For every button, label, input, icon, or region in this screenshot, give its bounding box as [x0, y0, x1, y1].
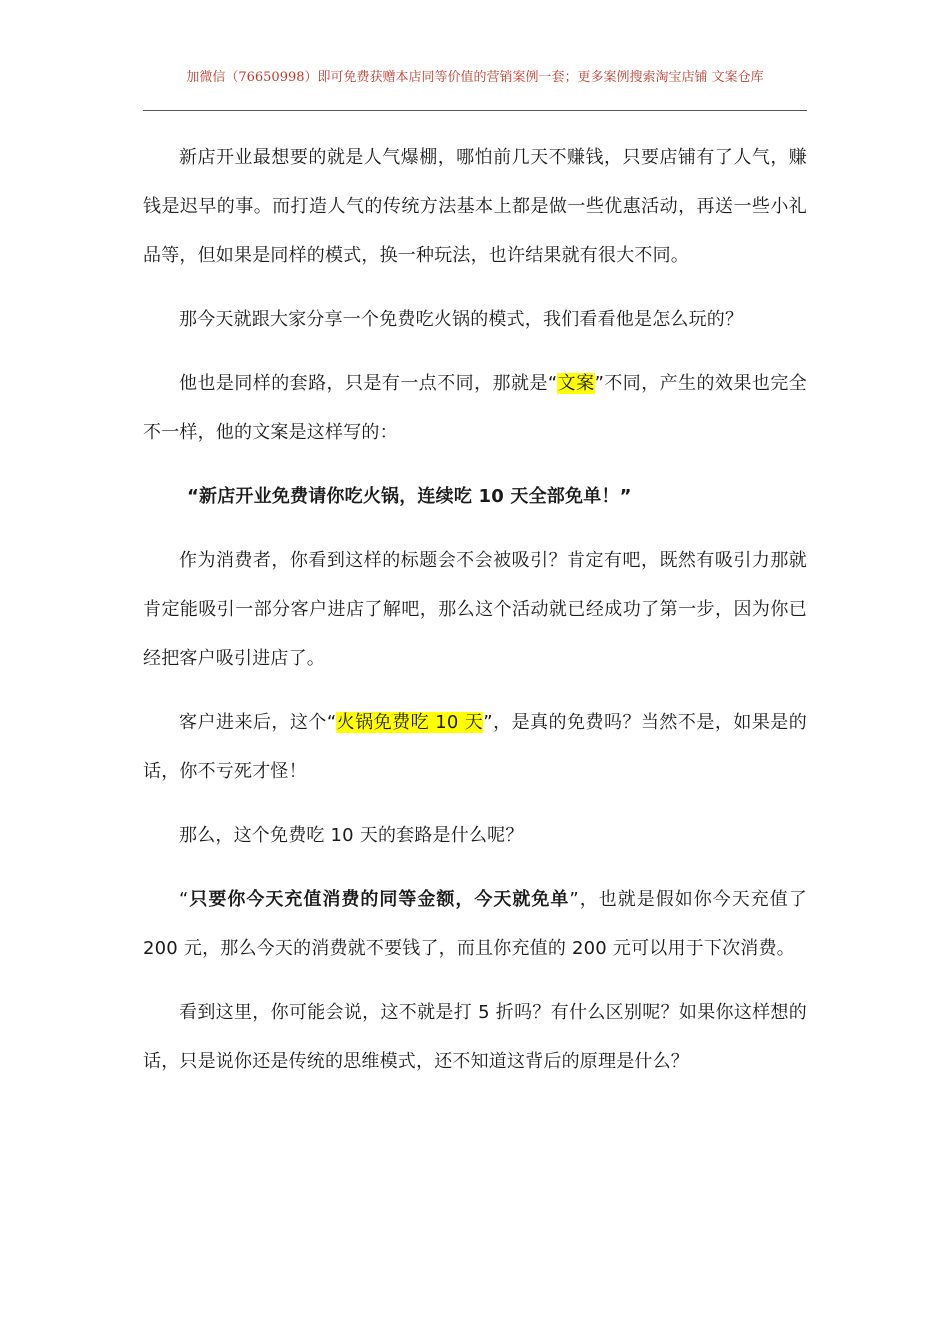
paragraph-discount-thinking: 看到这里，你可能会说，这不就是打 5 折吗？有什么区别呢？如果你这样想的话，只是说你还是传统的思维模式，还不知道这背后的原理是什么？	[143, 1002, 807, 1072]
paragraph-free-question-before: 客户进来后，这个“	[179, 712, 337, 733]
highlight-wenan: 文案	[557, 373, 595, 394]
paragraph-trick-question: 那么，这个免费吃 10 天的套路是什么呢？	[179, 825, 524, 846]
slogan-quote: “新店开业免费请你吃火锅，连续吃 10 天全部免单！”	[187, 486, 632, 507]
paragraph-copywriting	[143, 359, 807, 457]
paragraph-copywriting-before: 他也是同样的套路，只是有一点不同，那就是“	[179, 373, 558, 394]
paragraph-copywriting-after: ”不同，产生的效果也完全不一样，他的文案是这样写的：	[143, 373, 807, 443]
page-header	[143, 62, 807, 111]
article-body	[143, 133, 807, 1101]
header-promo-text: 加微信（76650998）即可免费获赠本店同等价值的营销案例一套；更多案例搜索淘宝店铺 文案仓库	[186, 70, 764, 85]
paragraph-free-question	[143, 698, 807, 796]
paragraph-recharge-rule	[143, 875, 807, 973]
highlight-free-10-days: 火锅免费吃 10 天	[336, 712, 484, 733]
recharge-open-quote: “	[179, 889, 189, 910]
paragraph-share: 那今天就跟大家分享一个免费吃火锅的模式，我们看看他是怎么玩的？	[179, 309, 744, 330]
paragraph-intro: 新店开业最想要的就是人气爆棚，哪怕前几天不赚钱，只要店铺有了人气，赚钱是迟早的事。而打造人气的传统方法基本上都是做一些优惠活动，再送一些小礼品等，但如果是同样的模式，换一种玩法，也许结果就有很大不同。	[143, 147, 807, 266]
recharge-rule-bold: 只要你今天充值消费的同等金额，今天就免单	[188, 889, 570, 910]
recharge-rule-after: ”，也就是假如你今天充值了 200 元，那么今天的消费就不要钱了，而且你充值的 200 元可以用于下次消费。	[143, 889, 807, 959]
paragraph-free-question-after: ”，是真的免费吗？当然不是，如果是的话，你不亏死才怪！	[143, 712, 807, 782]
paragraph-consumer: 作为消费者，你看到这样的标题会不会被吸引？肯定有吧，既然有吸引力那就肯定能吸引一部分客户进店了解吧，那么这个活动就已经成功了第一步，因为你已经把客户吸引进店了。	[143, 550, 807, 669]
